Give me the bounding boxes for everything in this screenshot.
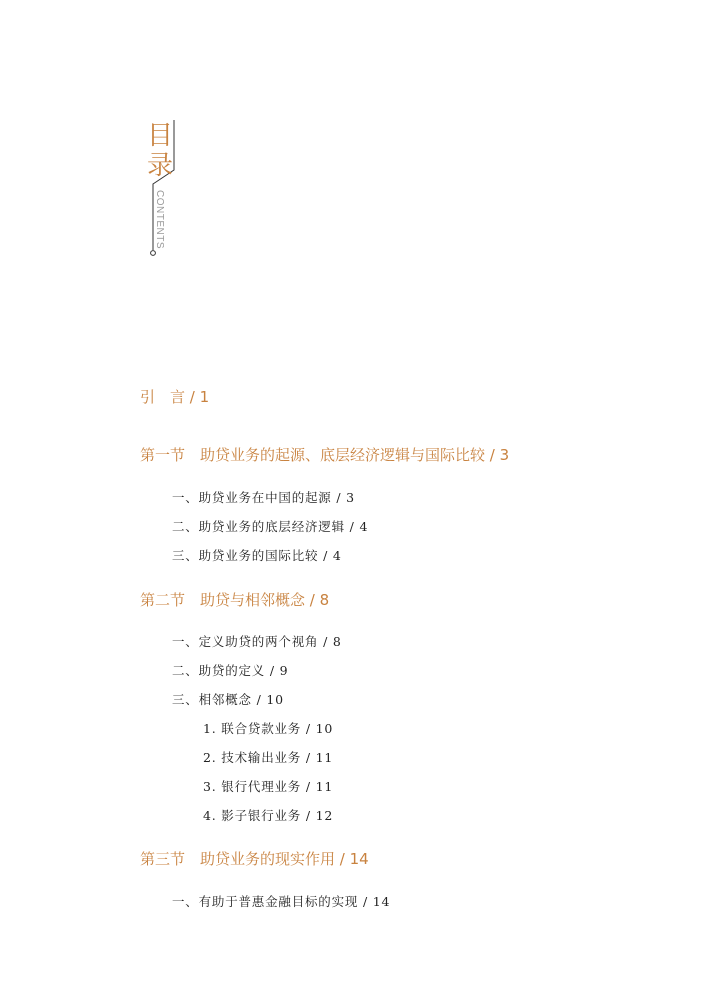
toc-item-1-3[interactable]: 三、助贷业务的国际比较 / 4 xyxy=(172,548,342,563)
toc-section-3[interactable]: 第三节 助贷业务的现实作用 / 14 xyxy=(140,850,369,868)
toc-item-2-1[interactable]: 一、定义助贷的两个视角 / 8 xyxy=(172,634,342,649)
title-char-lu: 录 xyxy=(147,151,174,181)
toc-item-2-3[interactable]: 三、相邻概念 / 10 xyxy=(172,692,284,707)
contents-subtitle: CONTENTS xyxy=(154,190,165,249)
toc-section-1[interactable]: 第一节 助贷业务的起源、底层经济逻辑与国际比较 / 3 xyxy=(140,446,510,464)
toc-section-2[interactable]: 第二节 助贷与相邻概念 / 8 xyxy=(140,591,330,609)
toc-item-2-3-4[interactable]: 4. 影子银行业务 / 12 xyxy=(203,808,334,823)
toc-intro[interactable]: 引 言 / 1 xyxy=(140,388,210,406)
toc-item-2-3-3[interactable]: 3. 银行代理业务 / 11 xyxy=(203,779,334,794)
toc-item-2-2[interactable]: 二、助贷的定义 / 9 xyxy=(172,663,289,678)
toc-item-2-3-2[interactable]: 2. 技术输出业务 / 11 xyxy=(203,750,334,765)
toc-item-1-2[interactable]: 二、助贷业务的底层经济逻辑 / 4 xyxy=(172,519,369,534)
toc-item-2-3-1[interactable]: 1. 联合贷款业务 / 10 xyxy=(203,721,334,736)
toc-item-1-1[interactable]: 一、助贷业务在中国的起源 / 3 xyxy=(172,490,355,505)
title-char-mu: 目 xyxy=(147,121,174,151)
toc-item-3-1[interactable]: 一、有助于普惠金融目标的实现 / 14 xyxy=(172,894,391,909)
